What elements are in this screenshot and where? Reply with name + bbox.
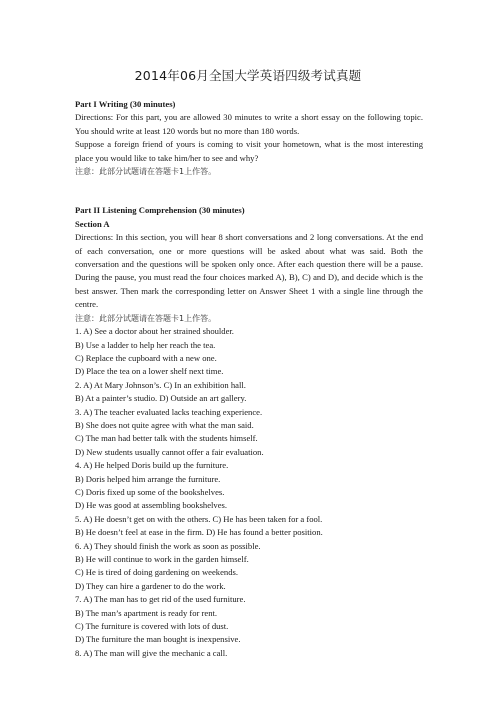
part2-note: 注意：此部分试题请在答题卡1上作答。 bbox=[75, 313, 217, 323]
question-line: D) The furniture the man bought is inexpensive. bbox=[75, 634, 241, 645]
part2-directions: Directions: In this section, you will hear 8 short conversations and 2 long conversations. At the end of each conversation, one or more questions will be asked about what was said. Both the conversation and the questions will be spoken only once. After each question there will be a pause. During the pause, you must read the four choices marked A), B), C) and D), and decide which is the best answer. Then mark the corresponding letter on Answer Sheet 1 with a single line through the centre. bbox=[75, 232, 423, 310]
question-line: B) Use a ladder to help her reach the tea. bbox=[75, 339, 216, 350]
question-line: B) He doesn’t feel at ease in the firm. D) He has found a better position. bbox=[75, 527, 323, 538]
section-gap bbox=[75, 178, 423, 204]
question-line: 2. A) At Mary Johnson’s. C) In an exhibition hall. bbox=[75, 379, 246, 390]
question-line: D) New students usually cannot offer a fair evaluation. bbox=[75, 446, 264, 457]
question-line: B) She does not quite agree with what the man said. bbox=[75, 419, 254, 430]
question-line: 8. A) The man will give the mechanic a call. bbox=[75, 647, 228, 658]
question-line: B) Doris helped him arrange the furniture. bbox=[75, 473, 221, 484]
part1-directions: Directions: For this part, you are allowed 30 minutes to write a short essay on the following topic. You should write at least 120 words but no more than 180 words. bbox=[75, 112, 423, 136]
question-line: 3. A) The teacher evaluated lacks teaching experience. bbox=[75, 406, 263, 417]
question-line: D) Place the tea on a lower shelf next time. bbox=[75, 366, 224, 377]
question-line: C) He is tired of doing gardening on weekends. bbox=[75, 567, 239, 578]
question-line: 1. A) See a doctor about her strained shoulder. bbox=[75, 326, 234, 337]
part1-note: 注意：此部分试题请在答题卡1上作答。 bbox=[75, 167, 217, 177]
question-line: C) The man had better talk with the students himself. bbox=[75, 433, 258, 444]
question-line: 7. A) The man has to get rid of the used furniture. bbox=[75, 594, 246, 605]
question-line: C) The furniture is covered with lots of dust. bbox=[75, 621, 229, 632]
part1-heading: Part I Writing (30 minutes) bbox=[75, 99, 176, 109]
question-line: D) They can hire a gardener to do the work. bbox=[75, 580, 226, 591]
question-line: B) The man’s apartment is ready for rent. bbox=[75, 607, 218, 618]
question-line: D) He was good at assembling bookshelves. bbox=[75, 500, 228, 511]
question-line: B) At a painter’s studio. D) Outside an art gallery. bbox=[75, 393, 247, 404]
page-title: 2014年06月全国大学英语四级考试真题 bbox=[134, 68, 362, 83]
question-line: C) Replace the cupboard with a new one. bbox=[75, 352, 217, 363]
part2-heading: Part II Listening Comprehension (30 minutes) bbox=[75, 205, 245, 216]
part1-prompt: Suppose a foreign friend of yours is coming to visit your hometown, what is the most interesting place you would like to take him/her to see and why? bbox=[75, 139, 423, 163]
document-body bbox=[75, 98, 423, 660]
section-a-heading: Section A bbox=[75, 218, 110, 229]
question-line: 6. A) They should finish the work as soon as possible. bbox=[75, 540, 261, 551]
question-line: 5. A) He doesn’t get on with the others. C) He has been taken for a fool. bbox=[75, 513, 323, 524]
question-line: B) He will continue to work in the garden himself. bbox=[75, 554, 249, 564]
question-line: C) Doris fixed up some of the bookshelves. bbox=[75, 486, 225, 497]
question-line: 4. A) He helped Doris build up the furniture. bbox=[75, 460, 229, 471]
